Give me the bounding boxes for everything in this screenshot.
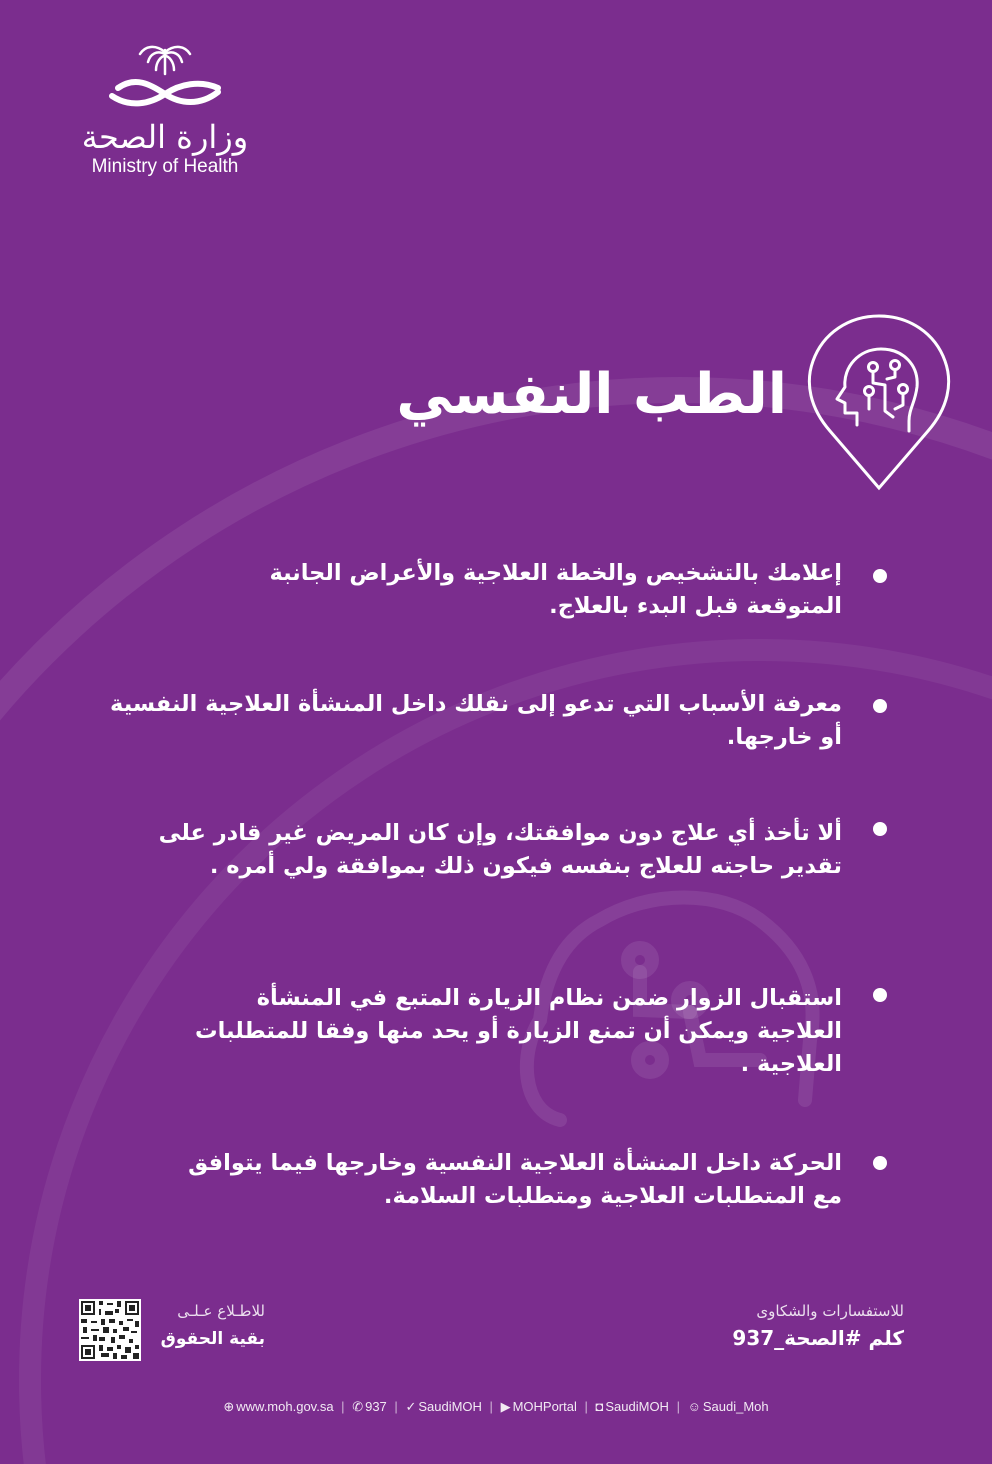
divider: | [584, 1399, 588, 1414]
divider: | [489, 1399, 493, 1414]
ministry-logo [70, 40, 260, 178]
snapchat-link[interactable]: Saudi_Moh [702, 1399, 769, 1414]
qr-code[interactable] [79, 1299, 141, 1361]
globe-icon: ⊕ [223, 1399, 235, 1414]
youtube-icon: ▶ [500, 1399, 511, 1414]
youtube-link[interactable]: MOHPortal [512, 1399, 577, 1414]
page-title: الطب النفسي [396, 362, 787, 427]
twitter-link[interactable]: SaudiMOH [418, 1399, 482, 1414]
bullet-3 [873, 822, 887, 836]
bullet-2 [873, 699, 887, 713]
footer-links [0, 1399, 992, 1415]
divider: | [341, 1399, 345, 1414]
right-item-4: استقبال الزوار ضمن نظام الزيارة المتبع في المنشأة العلاجية ويمكن أن تمنع الزيارة أو يحد منها وفقا للمتطلبات العلاجية . [194, 985, 842, 1077]
divider: | [394, 1399, 398, 1414]
rights-info [161, 1302, 265, 1349]
right-item-1: إعلامك بالتشخيص والخطة العلاجية والأعراض الجانبة المتوقعة قبل البدء بالعلاج. [269, 560, 842, 619]
right-item-5: الحركة داخل المنشأة العلاجية النفسية وخارجها فيما يتوافق مع المتطلبات العلاجية ومتطلبات السلامة. [188, 1150, 842, 1209]
bullet-5 [873, 1156, 887, 1170]
snapchat-icon: ☺ [687, 1399, 701, 1414]
ministry-name-ar: وزارة الصحة [81, 118, 249, 156]
right-item-3: ألا تأخذ أي علاج دون موافقتك، وإن كان المريض غير قادر على تقدير حاجته للعلاج بنفسه فيكون ذلك بموافقة ولي أمره . [158, 820, 842, 879]
contact-line2: كلم #الصحة_937 [732, 1326, 904, 1350]
bullet-4 [873, 988, 887, 1002]
psychiatry-head-pin-icon [805, 313, 953, 491]
rights-line1: للاطـلاع عـلـى [177, 1302, 265, 1320]
contact-line1: للاستفسارات والشكاوى [756, 1302, 904, 1320]
phone-icon: ✆ [352, 1399, 364, 1414]
ministry-name-en: Ministry of Health [91, 156, 239, 177]
rights-line2: بقية الحقوق [160, 1329, 265, 1349]
palm-swords-emblem-icon [90, 40, 240, 112]
divider: | [676, 1399, 680, 1414]
instagram-link[interactable]: SaudiMOH [605, 1399, 669, 1414]
bullet-1 [873, 569, 887, 583]
phone-number[interactable]: 937 [365, 1399, 387, 1414]
right-item-2: معرفة الأسباب التي تدعو إلى نقلك داخل المنشأة العلاجية النفسية أو خارجها. [110, 691, 842, 750]
website-link[interactable]: www.moh.gov.sa [236, 1399, 334, 1414]
instagram-icon: ◘ [595, 1399, 604, 1414]
twitter-icon: ✓ [405, 1399, 417, 1414]
contact-info [732, 1302, 904, 1350]
